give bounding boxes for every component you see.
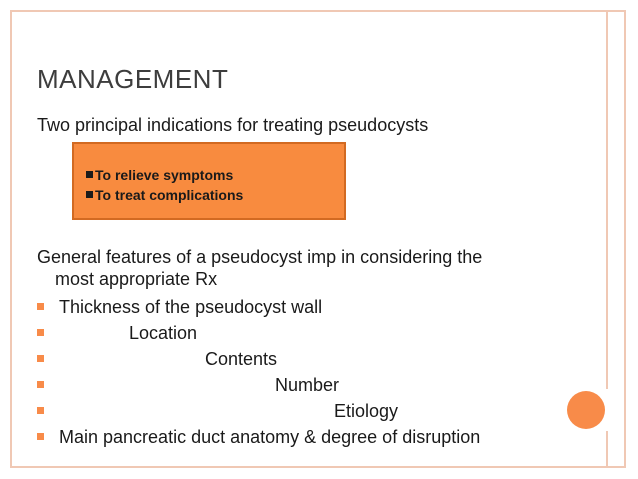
feature-text: Etiology xyxy=(334,401,399,421)
square-bullet-icon xyxy=(86,171,93,178)
indications-callout-box xyxy=(72,142,346,220)
square-bullet-icon xyxy=(37,433,44,440)
feature-text: Main pancreatic duct anatomy & degree of disruption xyxy=(59,427,481,447)
accent-circle xyxy=(567,391,605,429)
square-bullet-icon xyxy=(37,303,44,310)
frame-accent-rule-bottom xyxy=(606,431,608,468)
feature-text: Thickness of the pseudocyst wall xyxy=(59,297,323,317)
callout-item-text: To relieve symptoms xyxy=(95,167,234,183)
slide-title: MANAGEMENT xyxy=(37,64,229,94)
callout-item-text: To treat complications xyxy=(95,187,244,203)
square-bullet-icon xyxy=(37,329,44,336)
square-bullet-icon xyxy=(37,355,44,362)
feature-text: Number xyxy=(275,375,340,395)
square-bullet-icon xyxy=(37,407,44,414)
frame-accent-rule xyxy=(606,10,608,389)
callout-item xyxy=(86,165,344,185)
features-intro xyxy=(37,246,557,290)
slide-subtitle: Two principal indications for treating pseudocysts xyxy=(37,115,429,135)
square-bullet-icon xyxy=(37,381,44,388)
features-intro-line2: most appropriate Rx xyxy=(55,269,218,289)
square-bullet-icon xyxy=(86,191,93,198)
feature-text: Contents xyxy=(205,349,278,369)
features-intro-line1: General features of a pseudocyst imp in considering the xyxy=(37,247,483,267)
feature-text: Location xyxy=(129,323,198,343)
callout-item xyxy=(86,185,344,205)
